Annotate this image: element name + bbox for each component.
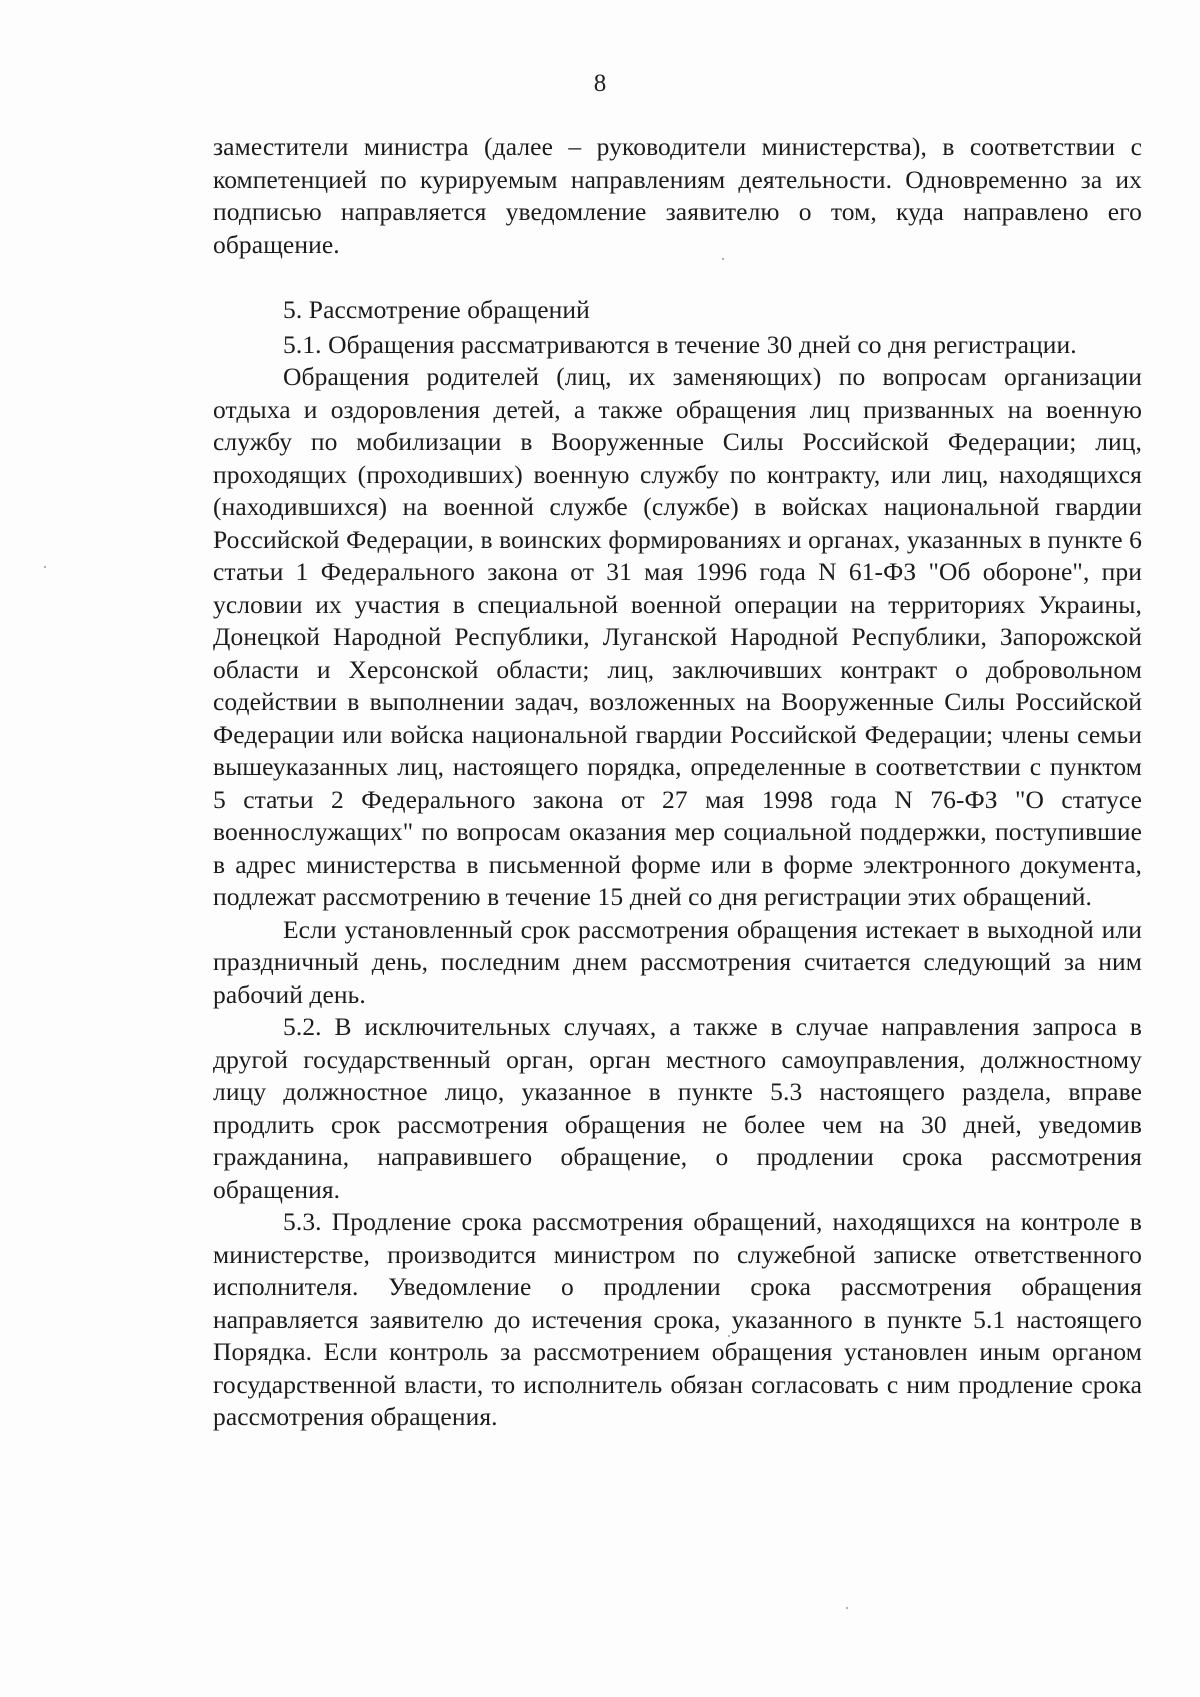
paragraph-continuation: заместители министра (далее – руководители министерства), в соответствии с компетенцией по курируемым направлениям деятельности. Одновременно за их подписью направляется уведомление заявителю о том, куда направлено его обращение. bbox=[213, 132, 1142, 259]
scan-speck bbox=[722, 258, 724, 260]
paragraph-5-2: 5.2. В исключительных случаях, а также в случае направления запроса в другой государственный орган, орган местного самоуправления, должностному лицу должностное лицо, указанное в пункте 5.3 настоящего раздела, вправе продлить срок рассмотрения обращения не более чем на 30 дней, уведомив гражданина, направившего обращение, о продлении срока рассмотрения обращения. bbox=[213, 1012, 1142, 1204]
paragraph-5-1: 5.1. Обращения рассматриваются в течение 30 дней со дня регистрации. bbox=[283, 329, 1077, 359]
document-body bbox=[213, 131, 1142, 1434]
scan-speck bbox=[728, 1335, 730, 1337]
paragraph-5-3: 5.3. Продление срока рассмотрения обращений, находящихся на контроле в министерстве, производится министром по служебной записке ответственного исполнителя. Уведомление о продлении срока рассмотрения обращения направляется заявителю до истечения срока, указанного в пункте 5.1 настоящего Порядка. Если контроль за рассмотрением обращения установлен иным органом государственной власти, то исполнитель обязан согласовать с ним продление срока рассмотрения обращения. bbox=[213, 1207, 1142, 1431]
paragraph-deadline-holiday: Если установленный срок рассмотрения обращения истекает в выходной или праздничный день, последним днем рассмотрения считается следующий за ним рабочий день. bbox=[213, 914, 1142, 1009]
section-heading: 5. Рассмотрение обращений bbox=[283, 295, 590, 324]
paragraph-special-appeals: Обращения родителей (лиц, их заменяющих) по вопросам организации отдыха и оздоровления детей, а также обращения лиц призванных на военную службу по мобилизации в Вооруженные Силы Российской Федерации; лиц, проходящих (проходивших) военную службу по контракту, или лиц, находящихся (находившихся) на военной службе (службе) в войсках национальной гвардии Российской Федерации, в воинских формированиях и органах, указанных в пункте 6 статьи 1 Федерального закона от 31 мая 1996 года N 61-ФЗ "Об обороне", при условии их участия в специальной военной операции на территориях Украины, Донецкой Народной Республики, Луганской Народной Республики, Запорожской области и Херсонской области; лиц, заключивших контракт о добровольном содействии в выполнении задач, возложенных на Вооруженные Силы Российской Федерации или войска национальной гвардии Российской Федерации; члены семьи вышеуказанных лиц, настоящего порядка, определенные в соответствии с пунктом 5 статьи 2 Федерального закона от 27 мая 1998 года N 76-ФЗ "О статусе военнослужащих" по вопросам оказания мер социальной поддержки, поступившие в адрес министерства в письменной форме или в форме электронного документа, подлежат рассмотрению в течение 15 дней со дня регистрации этих обращений. bbox=[213, 362, 1142, 911]
scan-speck bbox=[846, 1607, 848, 1609]
page-number: 8 bbox=[593, 70, 607, 97]
scan-speck bbox=[44, 566, 46, 568]
